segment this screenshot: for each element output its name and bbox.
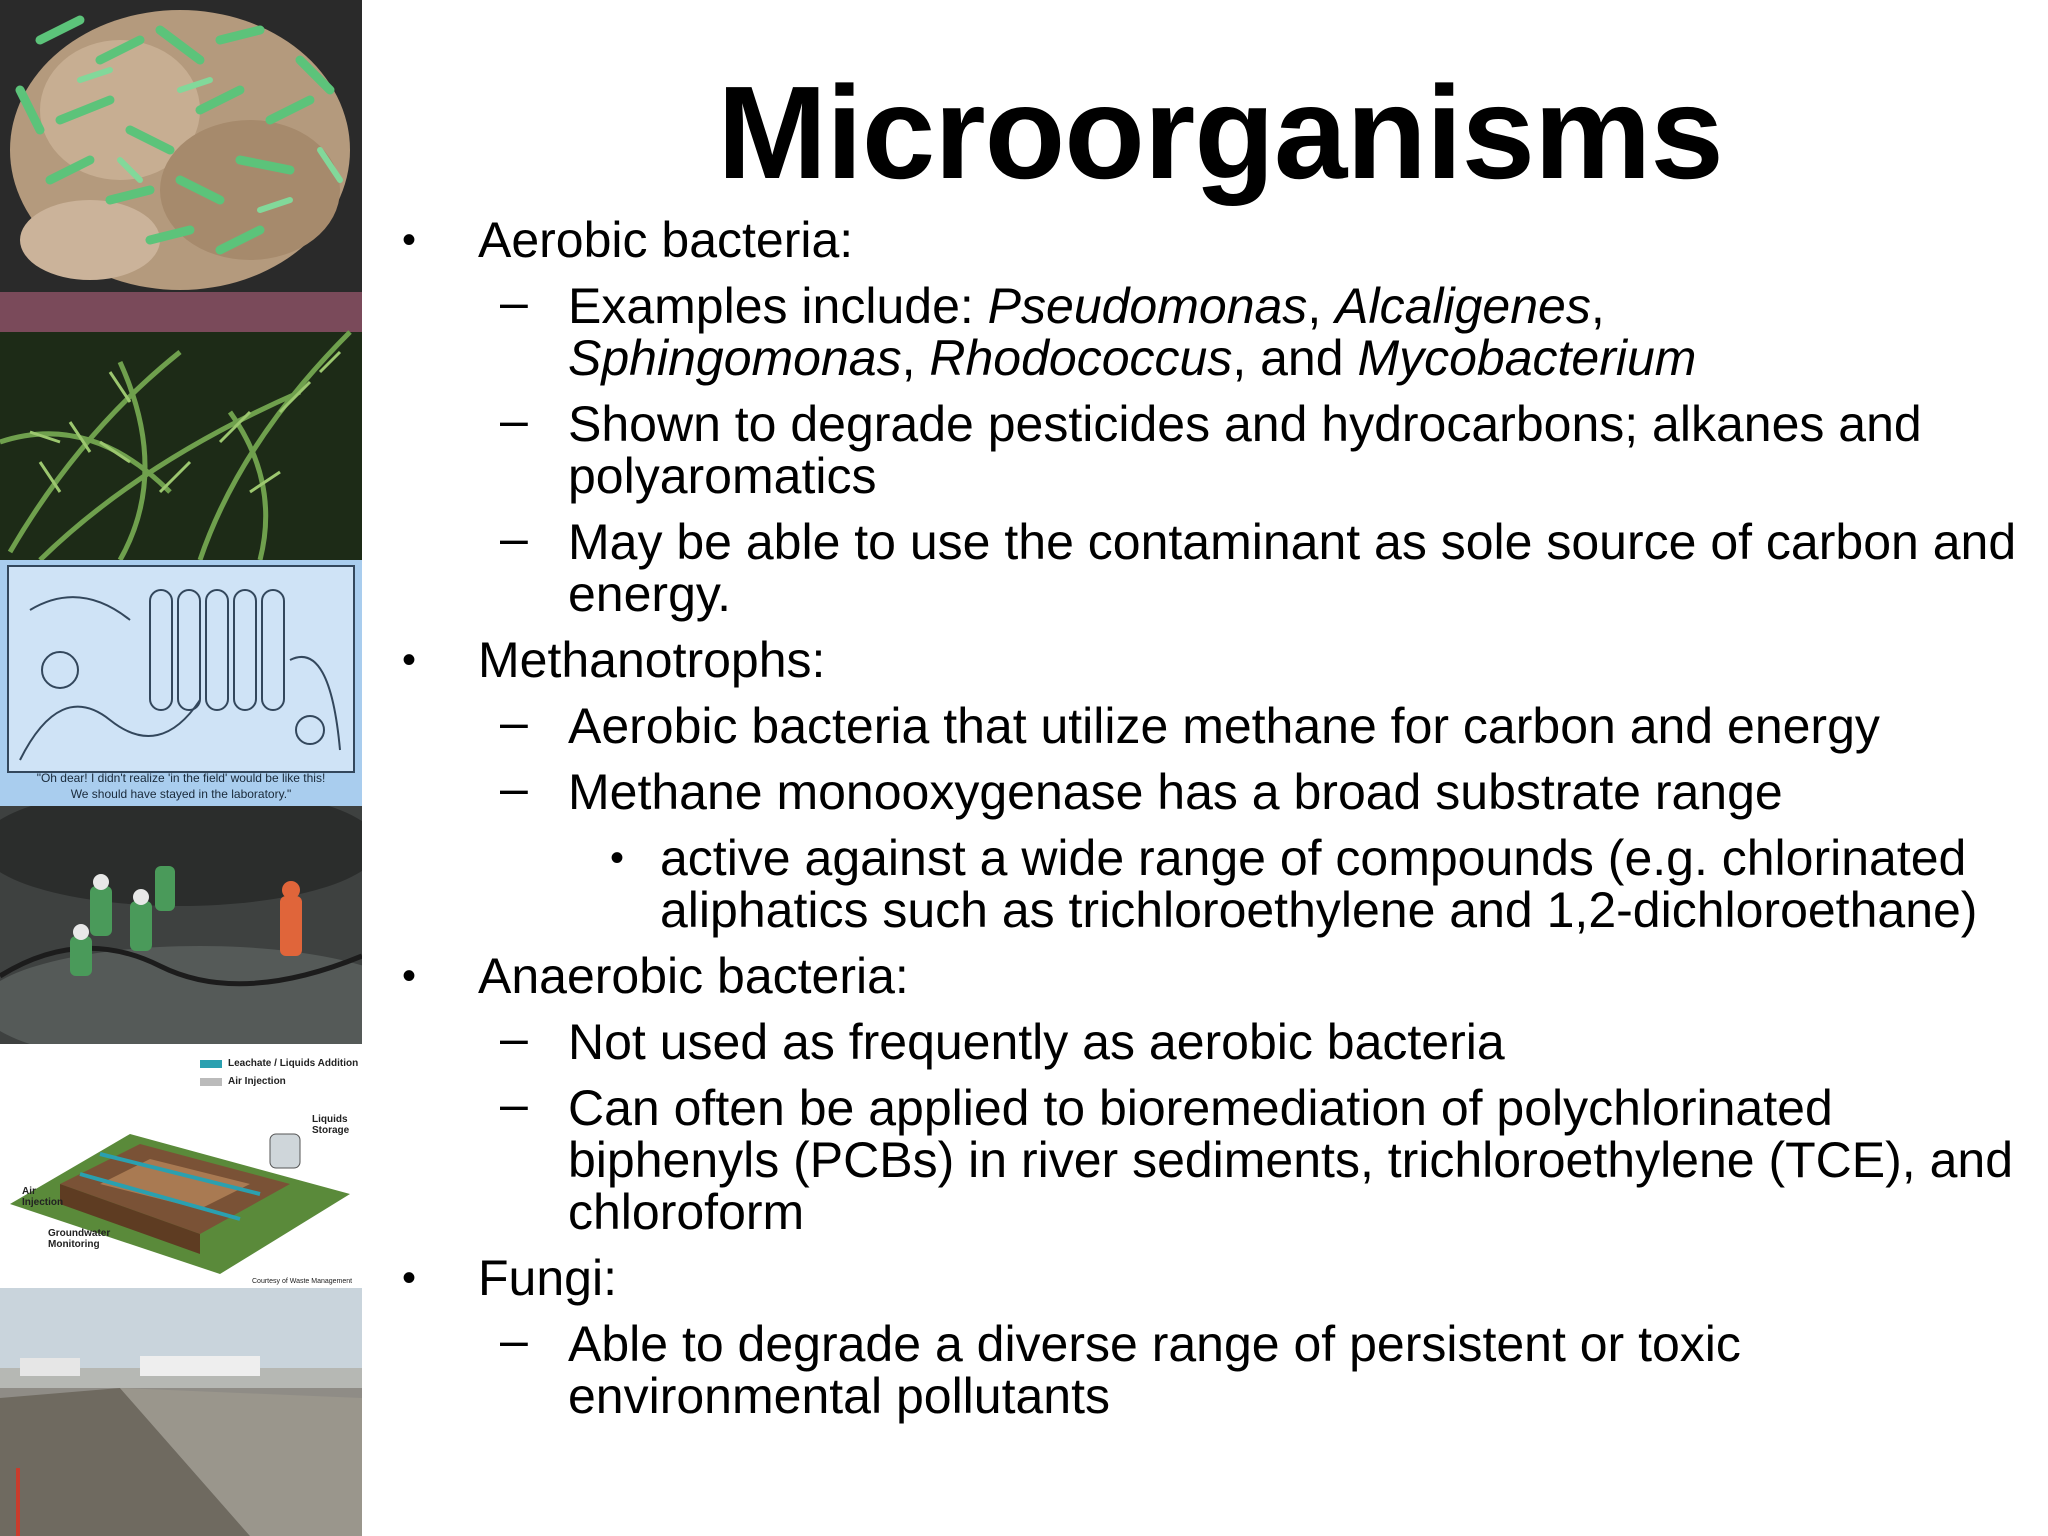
separator: , [1590, 278, 1605, 334]
dash-marker: – [500, 694, 528, 750]
genus-sphingomonas: Sphingomonas [568, 330, 902, 386]
subbullet-text: Aerobic bacteria that utilize methane for carbon and energy [568, 698, 1880, 754]
subbullet-sole-source [396, 510, 2036, 622]
examples-prefix: Examples include: [568, 278, 988, 334]
genus-mycobacterium: Mycobacterium [1357, 330, 1697, 386]
subbullet-text: Methane monooxygenase has a broad substrate range [568, 764, 1783, 820]
separator: , and [1232, 330, 1358, 386]
subbullet-examples [396, 274, 2036, 386]
bullet-marker: • [402, 1256, 417, 1300]
image-strip [0, 0, 362, 1536]
dash-marker: – [500, 1076, 528, 1132]
bullet-aerobic-bacteria [396, 214, 2036, 266]
separator: , [901, 330, 930, 386]
subbullet-pcbs [396, 1076, 2036, 1240]
bullet-marker: • [402, 638, 417, 682]
dash-marker: – [500, 392, 528, 448]
slide-title: Microorganisms [717, 59, 1723, 206]
cartoon-caption-line1: "Oh dear! I didn't realize 'in the field' would be like this! [36, 771, 326, 785]
subbullet-degrade-pesticides [396, 392, 2036, 504]
subbullet-not-frequent [396, 1010, 2036, 1070]
bioreactor-diagram-image [0, 1044, 362, 1288]
bullet-marker: • [402, 954, 417, 998]
genus-rhodococcus: Rhodococcus [929, 330, 1233, 386]
bullet-fungi [396, 1252, 2036, 1304]
cartoon-caption-line2: We should have stayed in the laboratory." [70, 787, 292, 801]
dash-marker: – [500, 1312, 528, 1368]
subbullet-text: Able to degrade a diverse range of persistent or toxic environmental pollutants [568, 1316, 1741, 1424]
genus-alcaligenes: Alcaligenes [1335, 278, 1591, 334]
bullet-label: Anaerobic bacteria: [478, 948, 909, 1004]
cleanup-workers-image [0, 806, 362, 1044]
diagram-air-injection: Air Injection [22, 1186, 64, 1208]
subbullet-monooxygenase [396, 760, 2036, 820]
bullet-marker: • [402, 218, 417, 262]
dash-marker: – [500, 510, 528, 566]
subsubbullet-text: active against a wide range of compounds (e.g. chlorinated aliphatics such as trichloroethylene and 1,2-dichloroethane) [660, 830, 1978, 938]
subbullet-text: Not used as frequently as aerobic bacteria [568, 1014, 1505, 1070]
bullet-label: Fungi: [478, 1250, 617, 1306]
diagram-legend-leachate: Leachate / Liquids Addition [228, 1058, 359, 1069]
subbullet-utilize-methane [396, 694, 2036, 754]
bullet-label: Methanotrophs: [478, 632, 826, 688]
dash-marker: – [500, 760, 528, 816]
subbullet-fungi-degrade [396, 1312, 2036, 1424]
subbullet-text: May be able to use the contaminant as sole source of carbon and energy. [568, 514, 2017, 622]
dash-marker: – [500, 274, 528, 330]
bullet-anaerobic-bacteria [396, 950, 2036, 1002]
fern-plants-image [0, 292, 362, 560]
genus-pseudomonas: Pseudomonas [987, 278, 1308, 334]
bacteria-micrograph-image [0, 0, 362, 292]
diagram-courtesy: Courtesy of Waste Management [252, 1278, 353, 1285]
dash-marker: – [500, 1010, 528, 1066]
subbullet-text: Can often be applied to bioremediation of polychlorinated biphenyls (PCBs) in river sediments, trichloroethylene (TCE), and chloroform [568, 1080, 2013, 1240]
diagram-legend-air: Air Injection [228, 1076, 286, 1087]
scientist-cartoon-image [0, 560, 362, 806]
treatment-field-image [0, 1288, 362, 1536]
bullet-label: Aerobic bacteria: [478, 212, 854, 268]
bullet-list [396, 200, 2036, 1422]
separator: , [1307, 278, 1336, 334]
subbullet-text: Shown to degrade pesticides and hydrocarbons; alkanes and polyaromatics [568, 396, 1922, 504]
subsubbullet-active-against [396, 832, 2036, 936]
bullet-marker: • [610, 836, 625, 880]
diagram-groundwater: Groundwater Monitoring [48, 1228, 111, 1250]
bullet-methanotrophs [396, 634, 2036, 686]
diagram-liquids-storage: Liquids Storage [312, 1114, 350, 1136]
